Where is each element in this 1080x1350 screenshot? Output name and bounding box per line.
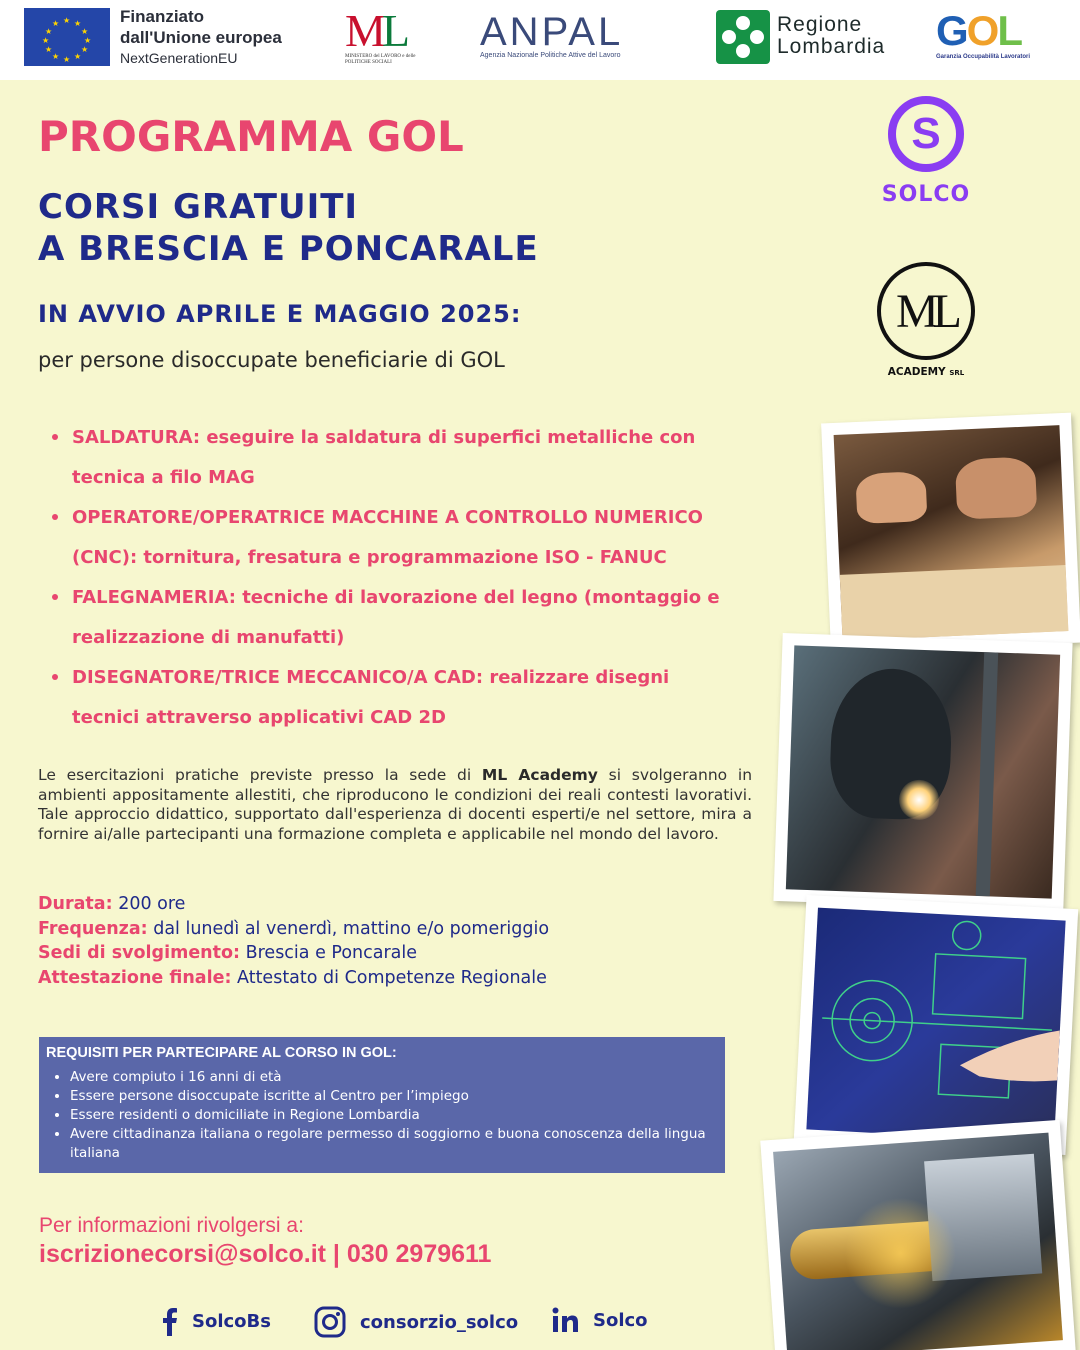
linkedin-icon bbox=[551, 1306, 579, 1334]
eu-flag-icon: ★ ★ ★ ★ ★ ★ ★ ★ ★ ★ ★ ★ bbox=[24, 8, 110, 66]
course-item: DISEGNATORE/TRICE MECCANICO/A CAD: realizzare disegni tecnici attraverso applicativi CAD 2D bbox=[48, 658, 728, 738]
gol-word: GOL bbox=[936, 7, 1021, 54]
fact-row bbox=[38, 941, 549, 966]
cnc-image bbox=[773, 1133, 1063, 1350]
anpal-word: ANPAL bbox=[480, 10, 624, 54]
linkedin-handle: Solco bbox=[593, 1309, 648, 1331]
fact-row bbox=[38, 917, 549, 942]
ministry-logo: ML MINISTERO del LAVORO e delle POLITICHE SOCIALI bbox=[345, 8, 423, 66]
subtitle-line-1: CORSI GRATUITI bbox=[38, 187, 359, 227]
logo-header bbox=[0, 0, 1080, 80]
requirement-item: • Essere persone disoccupate iscritte al Centro per l’impiego bbox=[70, 1087, 718, 1106]
solco-name: SOLCO bbox=[881, 182, 971, 207]
requirements-list bbox=[46, 1068, 718, 1163]
description-bold: ML Academy bbox=[481, 766, 598, 784]
description-text-end: si svolgeranno in ambienti appositamente allestiti, che riproducono le condizioni dei reali contesti lavorativi. Tale approccio didattico, supportato dall'esperienza di docenti esperti/e nel settore, mira a fornire ai/alle partecipanti una formazione completa e applicabile nel mondo del lavoro. bbox=[38, 766, 753, 843]
page-subtitle bbox=[38, 186, 539, 270]
course-item: FALEGNAMERIA: tecniche di lavorazione del legno (montaggio e realizzazione di manufatti) bbox=[48, 578, 728, 658]
eu-line-2: dall'Unione europea bbox=[120, 28, 282, 47]
social-instagram[interactable] bbox=[314, 1306, 518, 1338]
course-list bbox=[48, 418, 728, 738]
ml-academy-name bbox=[872, 366, 980, 378]
contact-label: Per informazioni rivolgersi a: bbox=[39, 1214, 304, 1237]
requirements-box bbox=[39, 1037, 725, 1173]
description-paragraph bbox=[38, 766, 752, 844]
requirement-item: • Essere residenti o domiciliate in Regione Lombardia bbox=[70, 1106, 718, 1125]
academy-suffix: SRL bbox=[949, 369, 965, 377]
fact-key: Durata: bbox=[38, 894, 113, 914]
ml-monogram-icon: ML bbox=[877, 262, 975, 360]
target-audience: per persone disoccupate beneficiarie di GOL bbox=[38, 348, 505, 372]
eu-line-1: Finanziato bbox=[120, 7, 205, 26]
fact-value: Brescia e Poncarale bbox=[245, 943, 418, 963]
fact-value: dal lunedì al venerdì, mattino e/o pomeriggio bbox=[153, 918, 550, 939]
regione-line-2: Lombardia bbox=[777, 35, 886, 58]
page-title: PROGRAMMA GOL bbox=[38, 112, 464, 161]
fact-value: Attestato di Competenze Regionale bbox=[237, 967, 547, 988]
cad-drawing-icon bbox=[806, 908, 1065, 1143]
eu-funding-text bbox=[120, 6, 282, 69]
social-linkedin[interactable] bbox=[551, 1306, 648, 1334]
start-date-heading: IN AVVIO APRILE E MAGGIO 2025: bbox=[38, 300, 522, 328]
contact-email-phone[interactable]: iscrizionecorsi@solco.it | 030 2979611 bbox=[39, 1240, 492, 1268]
ministry-caption: MINISTERO del LAVORO e delle POLITICHE SOCIALI bbox=[345, 54, 416, 65]
anpal-logo bbox=[480, 12, 646, 64]
course-item: OPERATORE/OPERATRICE MACCHINE A CONTROLLO NUMERICO (CNC): tornitura, fresatura e programmazione ISO - FANUC bbox=[48, 498, 728, 578]
welding-image bbox=[786, 645, 1060, 898]
woodworking-image bbox=[834, 425, 1069, 641]
course-facts bbox=[38, 892, 549, 990]
fact-row bbox=[38, 892, 549, 917]
solco-s-icon: S bbox=[888, 96, 964, 172]
anpal-subtitle: Agenzia Nazionale Politiche Attive del Lavoro bbox=[480, 52, 621, 59]
subtitle-line-2: A BRESCIA E PONCARALE bbox=[38, 229, 539, 269]
solco-logo bbox=[880, 96, 972, 221]
cad-photo bbox=[794, 895, 1079, 1155]
requirements-heading: REQUISITI PER PARTECIPARE AL CORSO IN GOL: bbox=[46, 1045, 397, 1061]
academy-name: ACADEMY bbox=[887, 366, 946, 378]
description-text-start: Le esercitazioni pratiche previste presso la sede di bbox=[38, 766, 482, 784]
fact-key: Frequenza: bbox=[38, 918, 148, 939]
gol-logo bbox=[936, 8, 1036, 68]
regione-lombardia-icon bbox=[716, 10, 770, 64]
regione-lombardia-text bbox=[777, 14, 885, 58]
gol-subtitle: Garanzia Occupabilità Lavoratori bbox=[936, 54, 1031, 60]
requirement-item: • Avere compiuto i 16 anni di età bbox=[70, 1068, 718, 1087]
facebook-icon bbox=[160, 1306, 178, 1336]
welding-photo bbox=[773, 633, 1072, 911]
requirement-item: • Avere cittadinanza italiana o regolare permesso di soggiorno e buona conoscenza della lingua italiana bbox=[70, 1125, 718, 1163]
woodworking-photo bbox=[821, 413, 1080, 654]
fact-value: 200 ore bbox=[118, 894, 186, 914]
instagram-icon bbox=[314, 1306, 346, 1338]
fact-row bbox=[38, 966, 549, 991]
fact-key: Sedi di svolgimento: bbox=[38, 943, 241, 963]
social-facebook[interactable] bbox=[160, 1306, 271, 1336]
cad-image bbox=[806, 908, 1065, 1143]
cnc-photo bbox=[760, 1120, 1075, 1350]
regione-line-1: Regione bbox=[777, 13, 863, 36]
course-item: SALDATURA: eseguire la saldatura di superfici metalliche con tecnica a filo MAG bbox=[48, 418, 728, 498]
facebook-handle: SolcoBs bbox=[192, 1310, 271, 1332]
ml-academy-logo bbox=[872, 262, 980, 386]
fact-key: Attestazione finale: bbox=[38, 967, 232, 988]
eu-line-3: NextGenerationEU bbox=[120, 50, 238, 66]
instagram-handle: consorzio_solco bbox=[360, 1311, 519, 1333]
